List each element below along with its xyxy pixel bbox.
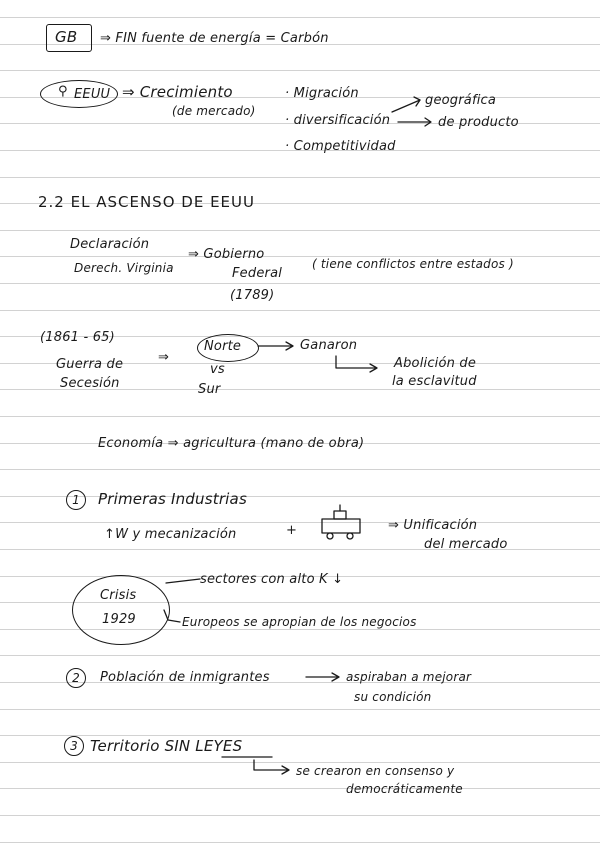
crisis-2: 1929 bbox=[102, 612, 136, 627]
migracion: · Migración bbox=[285, 86, 359, 101]
arrow-item3 bbox=[254, 760, 288, 770]
norte: Norte bbox=[204, 339, 242, 354]
gobierno: ⇒ Gobierno bbox=[188, 247, 265, 262]
declaracion-1: Declaración bbox=[70, 237, 150, 252]
war-years: (1861 - 65) bbox=[40, 330, 115, 345]
sur: Sur bbox=[198, 382, 221, 397]
conflictos: ( tiene conflictos entre estados ) bbox=[312, 257, 514, 271]
item3-sub-1: se crearon en consenso y bbox=[296, 764, 455, 778]
crisis-branch-2: Europeos se apropian de los negocios bbox=[182, 615, 417, 629]
arrow-crisis-1 bbox=[166, 579, 200, 583]
arrow-abolicion bbox=[336, 356, 376, 368]
crisis-branch-1: sectores con alto K ↓ bbox=[200, 572, 344, 587]
item1-title: Primeras Industrias bbox=[98, 490, 247, 508]
crecimiento: ⇒ Crecimiento bbox=[122, 83, 233, 101]
year-1789: (1789) bbox=[230, 288, 275, 303]
del-mercado: del mercado bbox=[424, 537, 508, 552]
federal: Federal bbox=[232, 266, 283, 281]
de-producto: de producto bbox=[438, 115, 519, 130]
item2-text: Población de inmigrantes bbox=[100, 670, 270, 685]
abolicion-2: la esclavitud bbox=[392, 374, 477, 389]
section-title: 2.2 EL ASCENSO DE EEUU bbox=[38, 193, 255, 211]
abolicion-1: Abolición de bbox=[394, 356, 477, 371]
item2-arrow-text: aspiraban a mejorar bbox=[346, 670, 472, 684]
item3-sub-2: democráticamente bbox=[346, 782, 463, 796]
guerra-de: Guerra de bbox=[56, 357, 124, 372]
gb-statement: ⇒ FIN fuente de energía = Carbón bbox=[100, 31, 329, 46]
item1-line: ↑W y mecanización bbox=[104, 527, 237, 542]
diversificacion: · diversificación bbox=[285, 113, 391, 128]
vs: vs bbox=[210, 362, 225, 377]
item3-number: 3 bbox=[64, 736, 84, 756]
secesion: Secesión bbox=[60, 376, 120, 391]
de-mercado: (de mercado) bbox=[172, 104, 256, 118]
item3-text: Territorio SIN LEYES bbox=[90, 737, 243, 755]
item2-arrow-text-2: su condición bbox=[354, 690, 432, 704]
eeuu-label: EEUU bbox=[74, 87, 111, 102]
war-arrow: ⇒ bbox=[158, 350, 170, 365]
arrow-crisis-2 bbox=[164, 610, 180, 622]
unificacion: ⇒ Unificación bbox=[388, 518, 478, 533]
crisis-1: Crisis bbox=[100, 588, 137, 603]
pin-icon: ⚲ bbox=[58, 84, 68, 99]
plus-sign: + bbox=[286, 523, 298, 538]
declaracion-2: Derech. Virginia bbox=[74, 261, 174, 275]
item1-number: 1 bbox=[66, 490, 86, 510]
geografica: geográfica bbox=[425, 93, 497, 108]
gb-label: GB bbox=[55, 28, 78, 46]
economia: Economía ⇒ agricultura (mano de obra) bbox=[98, 436, 365, 451]
ganaron: Ganaron bbox=[300, 338, 358, 353]
item2-number: 2 bbox=[66, 668, 86, 688]
competitividad: · Competitividad bbox=[285, 139, 396, 154]
